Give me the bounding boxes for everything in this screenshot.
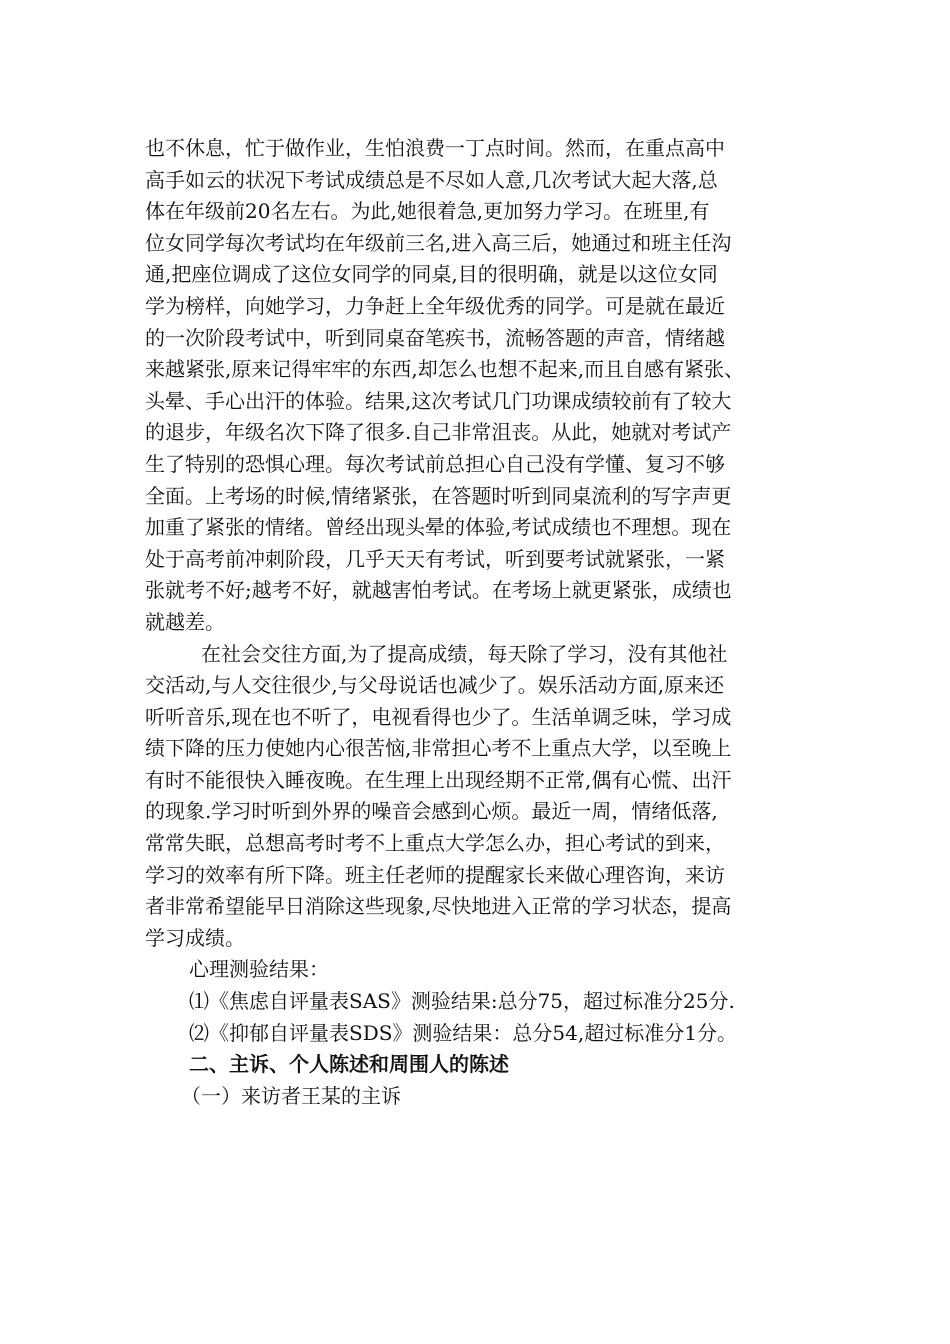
text-line: 来越紧张,原来记得牢牢的东西,却怎么也想不起来,而且自感有紧张、	[145, 357, 745, 382]
text-line: 学习成绩。	[145, 925, 245, 950]
text-line: 生了特别的恐惧心理。每次考试前总担心自己没有学懂、复习不够	[145, 451, 725, 476]
text-line: 有时不能很快入睡夜晚。在生理上出现经期不正常,偶有心慌、出汗	[145, 767, 732, 792]
text-line: 张就考不好;越考不好，就越害怕考试。在考场上就更紧张，成绩也	[145, 578, 732, 603]
paragraph-exam-anxiety	[145, 133, 825, 639]
text-line: 高手如云的状况下考试成绩总是不尽如人意,几次考试大起大落,总	[145, 167, 718, 192]
text-line: 在社会交往方面,为了提高成绩，每天除了学习，没有其他社	[201, 641, 728, 666]
text-line: 位女同学每次考试均在年级前三名,进入高三后，她通过和班主任沟	[145, 230, 732, 255]
text-line: 体在年级前20名左右。为此,她很着急,更加努力学习。在班里,有	[145, 199, 710, 224]
text-line: 的一次阶段考试中，听到同桌奋笔疾书，流畅答题的声音，情绪越	[145, 325, 725, 350]
document-body	[145, 133, 825, 1112]
text-line: 者非常希望能早日消除这些现象,尽快地进入正常的学习状态，提高	[145, 894, 732, 919]
text-line: 加重了紧张的情绪。曾经出现头晕的体验,考试成绩也不理想。现在	[145, 515, 732, 540]
test-result-sds: ⑵《抑郁自评量表SDS》测验结果：总分54,超过标准分1分。	[189, 1020, 737, 1045]
text-line: 交活动,与人交往很少,与父母说话也减少了。娱乐活动方面,原来还	[145, 673, 725, 698]
test-result-sas: ⑴《焦虑自评量表SAS》测验结果:总分75，超过标准分25分.	[189, 989, 735, 1014]
text-line: 通,把座位调成了这位女同学的同桌,目的很明确，就是以这位女同	[145, 262, 718, 287]
text-line: 的现象.学习时听到外界的噪音会感到心烦。最近一周，情绪低落,	[145, 799, 718, 824]
text-line: 头晕、手心出汗的体验。结果,这次考试几门功课成绩较前有了较大	[145, 388, 732, 413]
text-line: 全面。上考场的时候,情绪紧张，在答题时听到同桌流利的写字声更	[145, 483, 732, 508]
text-line: 处于高考前冲刺阶段，几乎天天有考试，听到要考试就紧张，一紧	[145, 546, 725, 571]
section-heading: 二、主诉、个人陈述和周围人的陈述	[189, 1052, 509, 1077]
subsection-heading: （一）来访者王某的主诉	[181, 1083, 401, 1108]
text-line: 学为榜样，向她学习，力争赶上全年级优秀的同学。可是就在最近	[145, 293, 725, 318]
text-line: 就越差。	[145, 609, 225, 634]
text-line: 的退步，年级名次下降了很多.自己非常沮丧。从此，她就对考试产	[145, 420, 732, 445]
text-line: 听听音乐,现在也不听了，电视看得也少了。生活单调乏味，学习成	[145, 704, 732, 729]
text-line: 绩下降的压力使她内心很苦恼,非常担心考不上重点大学，以至晚上	[145, 736, 732, 761]
text-line: 常常失眠，总想高考时考不上重点大学怎么办，担心考试的到来，	[145, 831, 725, 856]
text-line: 学习的效率有所下降。班主任老师的提醒家长来做心理咨询，来访	[145, 862, 725, 887]
text-line: 也不休息，忙于做作业，生怕浪费一丁点时间。然而，在重点高中	[145, 136, 725, 160]
paragraph-social-life	[145, 639, 825, 955]
test-results-label: 心理测验结果：	[189, 957, 329, 982]
